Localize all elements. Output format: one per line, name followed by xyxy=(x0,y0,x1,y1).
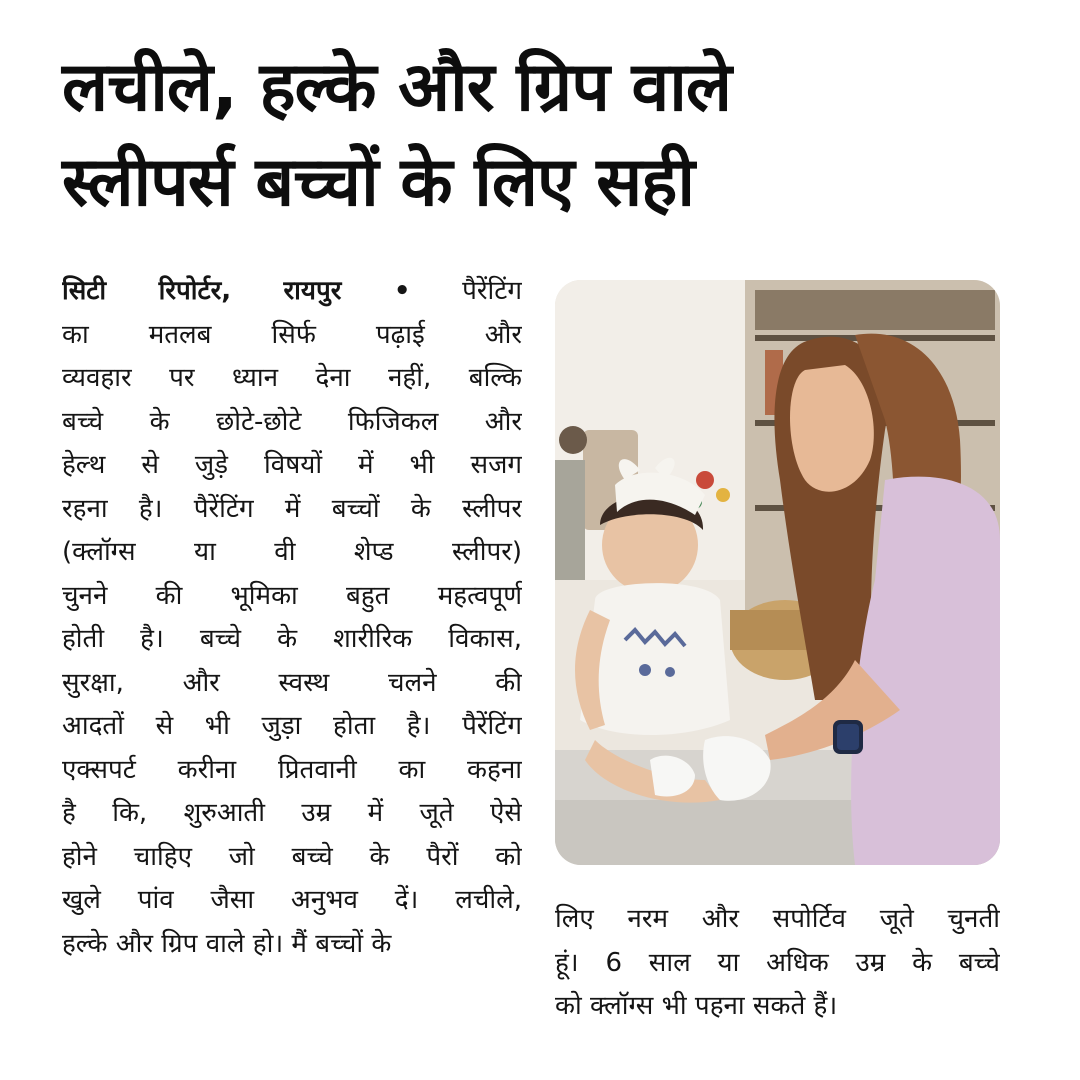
article-line: होने चाहिए जो बच्चे के पैरों को xyxy=(62,841,522,872)
headline-line-1: लचीले, हल्के और ग्रिप वाले xyxy=(62,48,732,127)
article-line: व्यवहार पर ध्यान देना नहीं, बल्कि xyxy=(62,363,522,393)
article-line: सुरक्षा, और स्वस्थ चलने की xyxy=(62,667,522,698)
article-line: हल्के और ग्रिप वाले हो। मैं बच्चों के xyxy=(62,928,392,959)
article-line: बच्चे के छोटे-छोटे फिजिकल और xyxy=(62,406,522,437)
article-line: हूं। 6 साल या अधिक उम्र के बच्चे xyxy=(555,947,1000,978)
article-line: होती है। बच्चे के शारीरिक विकास, xyxy=(62,624,522,654)
article-line: सिटी रिपोर्टर, रायपुर • पैरेंटिंग xyxy=(62,276,522,306)
article-line: खुले पांव जैसा अनुभव दें। लचीले, xyxy=(62,885,522,915)
article-line: आदतों से भी जुड़ा होता है। पैरेंटिंग xyxy=(62,711,522,741)
article-column-2 xyxy=(555,898,1000,1029)
article-line: एक्सपर्ट करीना प्रितवानी का कहना xyxy=(62,754,522,785)
headline-line-2: स्लीपर्स बच्चों के लिए सही xyxy=(62,143,694,222)
article-line: हेल्थ से जुड़े विषयों में भी सजग xyxy=(62,450,522,480)
article-column-1 xyxy=(62,270,522,966)
article-line: है कि, शुरुआती उम्र में जूते ऐसे xyxy=(62,798,522,828)
headline xyxy=(62,40,1022,230)
article-line: लिए नरम और सपोर्टिव जूते चुनती xyxy=(555,904,1000,934)
article-line: (क्लॉग्स या वी शेप्ड स्लीपर) xyxy=(62,537,522,567)
article-line: को क्लॉग्स भी पहना सकते हैं। xyxy=(555,991,838,1021)
article-line: रहना है। पैरेंटिंग में बच्चों के स्लीपर xyxy=(62,493,522,524)
dateline: सिटी रिपोर्टर, रायपुर • xyxy=(62,276,411,306)
article-photo xyxy=(555,280,1000,865)
mother-and-baby-photo xyxy=(555,280,1000,865)
article-line: का मतलब सिर्फ पढ़ाई और xyxy=(62,319,522,350)
article-line: चुनने की भूमिका बहुत महत्वपूर्ण xyxy=(62,580,522,611)
